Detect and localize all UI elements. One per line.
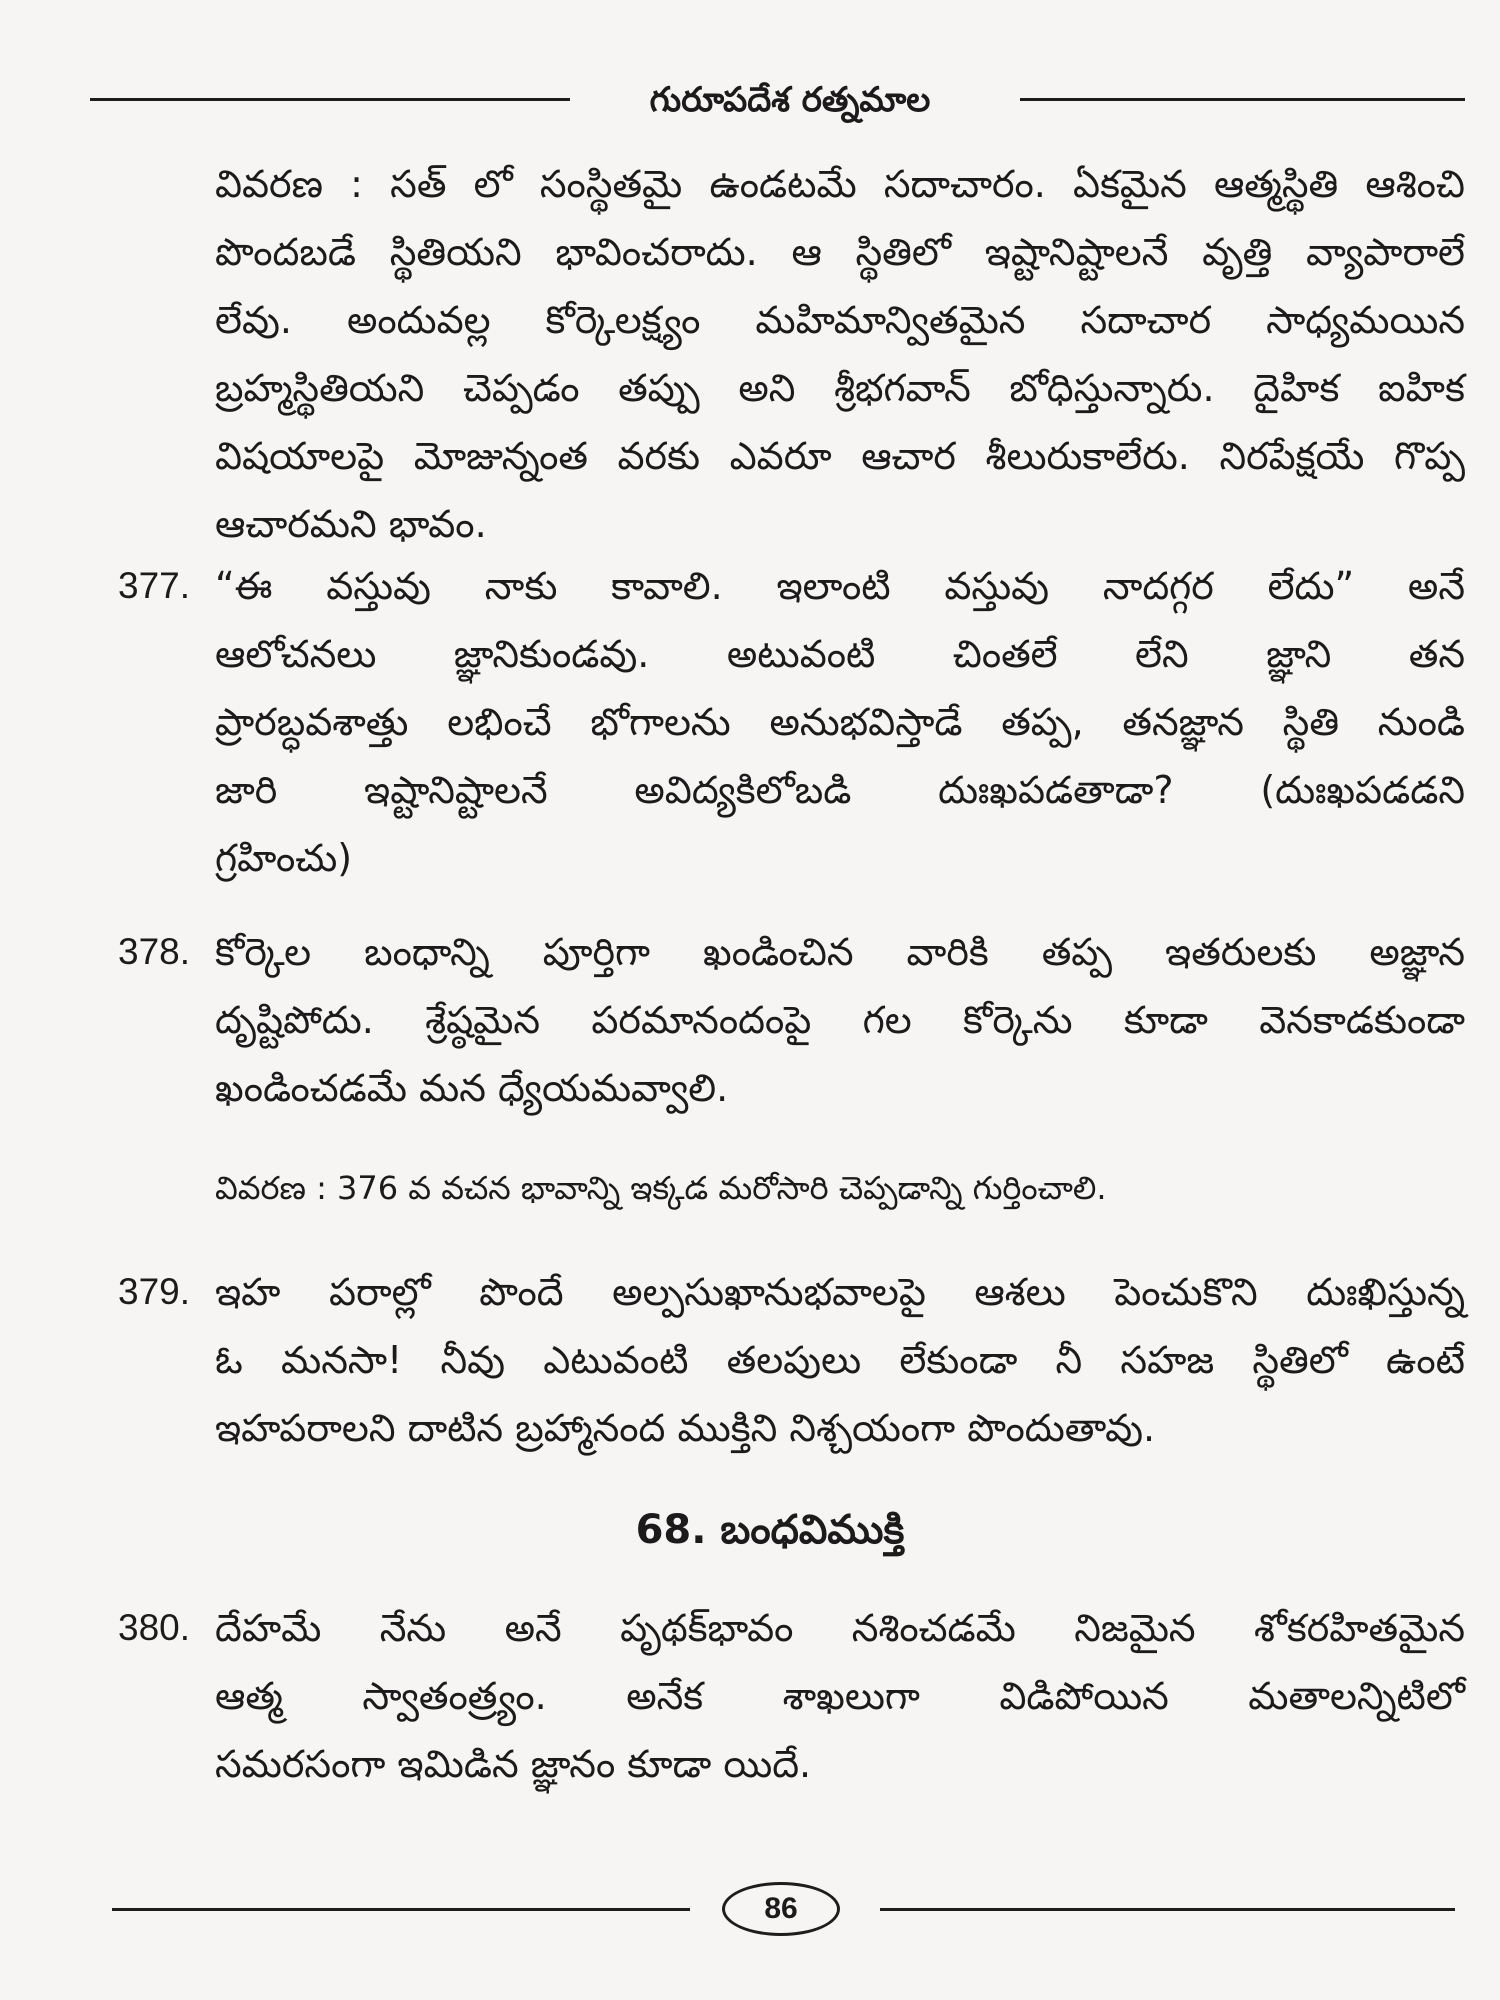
text-line: విషయాలపై మోజున్నంత వరకు ఎవరూ ఆచార శీలురుకాలేరు. నిరపేక్షయే గొప్ప [215, 434, 1465, 478]
text-line: ప్రారబ్ధవశాత్తు లభించే భోగాలను అనుభవిస్తాడే తప్ప, తనజ్ఞాన స్థితి నుండి [215, 700, 1465, 744]
verse-377-paragraph [215, 552, 1465, 892]
text-line: “ఈ వస్తువు నాకు కావాలి. ఇలాంటి వస్తువు నాదగ్గర లేదు” అనే [215, 564, 1465, 608]
text-line: దృష్టిపోదు. శ్రేష్ఠమైన పరమానందంపై గల కోర్కెను కూడా వెనకాడకుండా [215, 998, 1465, 1042]
text-line: కోర్కెల బంధాన్ని పూర్తిగా ఖండించిన వారికి తప్ప ఇతరులకు అజ్ఞాన [215, 930, 1465, 974]
text-line: ఆచారమని భావం. [215, 502, 487, 546]
text-line: ఆత్మ స్వాతంత్ర్యం. అనేక శాఖలుగా విడిపోయిన మతాలన్నిటిలో [215, 1674, 1465, 1718]
vivarana-376-paragraph [215, 150, 1465, 558]
verse-378-paragraph [215, 918, 1465, 1122]
text-line: దేహమే నేను అనే పృథక్‌భావం నశించడమే నిజమైన శోకరహితమైన [215, 1606, 1465, 1650]
text-line: వివరణ : 376 వ వచన భావాన్ని ఇక్కడ మరోసారి చెప్పడాన్ని గుర్తించాలి. [215, 1169, 1107, 1207]
text-line: ఇహ పరాల్లో పొందే అల్పసుఖానుభవాలపై ఆశలు పెంచుకొని దుఃఖిస్తున్న [215, 1270, 1465, 1314]
verse-number: 377. [118, 565, 191, 606]
text-line: సమరసంగా ఇమిడిన జ్ఞానం కూడా యిదే. [215, 1742, 812, 1786]
text-line: జారి ఇష్టానిష్టాలనే అవిద్యకిలోబడి దుఃఖపడతాడా? (దుఃఖపడడని [215, 768, 1465, 812]
running-title: గురూపదేశ రత్నమాల [649, 80, 931, 120]
vivarana-378-note [215, 1157, 1465, 1219]
text-line: బ్రహ్మస్థితియని చెప్పడం తప్పు అని శ్రీభగవాన్ బోధిస్తున్నారు. దైహిక ఐహిక [215, 366, 1465, 410]
section-heading: 68. బంధవిముక్తి [635, 1507, 905, 1553]
page-footer [0, 1880, 1500, 1940]
footer-rule-right [880, 1908, 1455, 1911]
header-rule-right [1020, 98, 1465, 101]
text-line: ఖండించడమే మన ధ్యేయమవ్వాలి. [215, 1066, 729, 1110]
page-number: 86 [722, 1882, 840, 1936]
text-line: పొందబడే స్థితియని భావించరాదు. ఆ స్థితిలో ఇష్టానిష్టాలనే వృత్తి వ్యాపారాలే [215, 230, 1465, 274]
footer-rule-left [112, 1908, 690, 1911]
verse-number: 378. [118, 931, 191, 972]
text-line: లేవు. అందువల్ల కోర్కెలక్ష్యం మహిమాన్వితమైన సదాచార సాధ్యమయిన [215, 298, 1465, 342]
text-line: ఆలోచనలు జ్ఞానికుండవు. అటువంటి చింతలే లేని జ్ఞాని తన [215, 632, 1465, 676]
verse-379-paragraph [215, 1258, 1465, 1462]
text-line: ఓ మనసా! నీవు ఎటువంటి తలపులు లేకుండా నీ సహజ స్థితిలో ఉంటే [215, 1338, 1465, 1382]
text-line: గ్రహించు) [215, 836, 353, 880]
verse-number: 380. [118, 1607, 191, 1648]
verse-380-paragraph [215, 1594, 1465, 1798]
page-header [0, 70, 1500, 130]
header-rule-left [90, 98, 570, 101]
text-line: వివరణ : సత్ లో సంస్థితమై ఉండటమే సదాచారం. ఏకమైన ఆత్మస్థితి ఆశించి [215, 162, 1465, 206]
text-line: ఇహపరాలని దాటిన బ్రహ్మానంద ముక్తిని నిశ్చయంగా పొందుతావు. [215, 1406, 1156, 1450]
verse-number: 379. [118, 1271, 191, 1312]
